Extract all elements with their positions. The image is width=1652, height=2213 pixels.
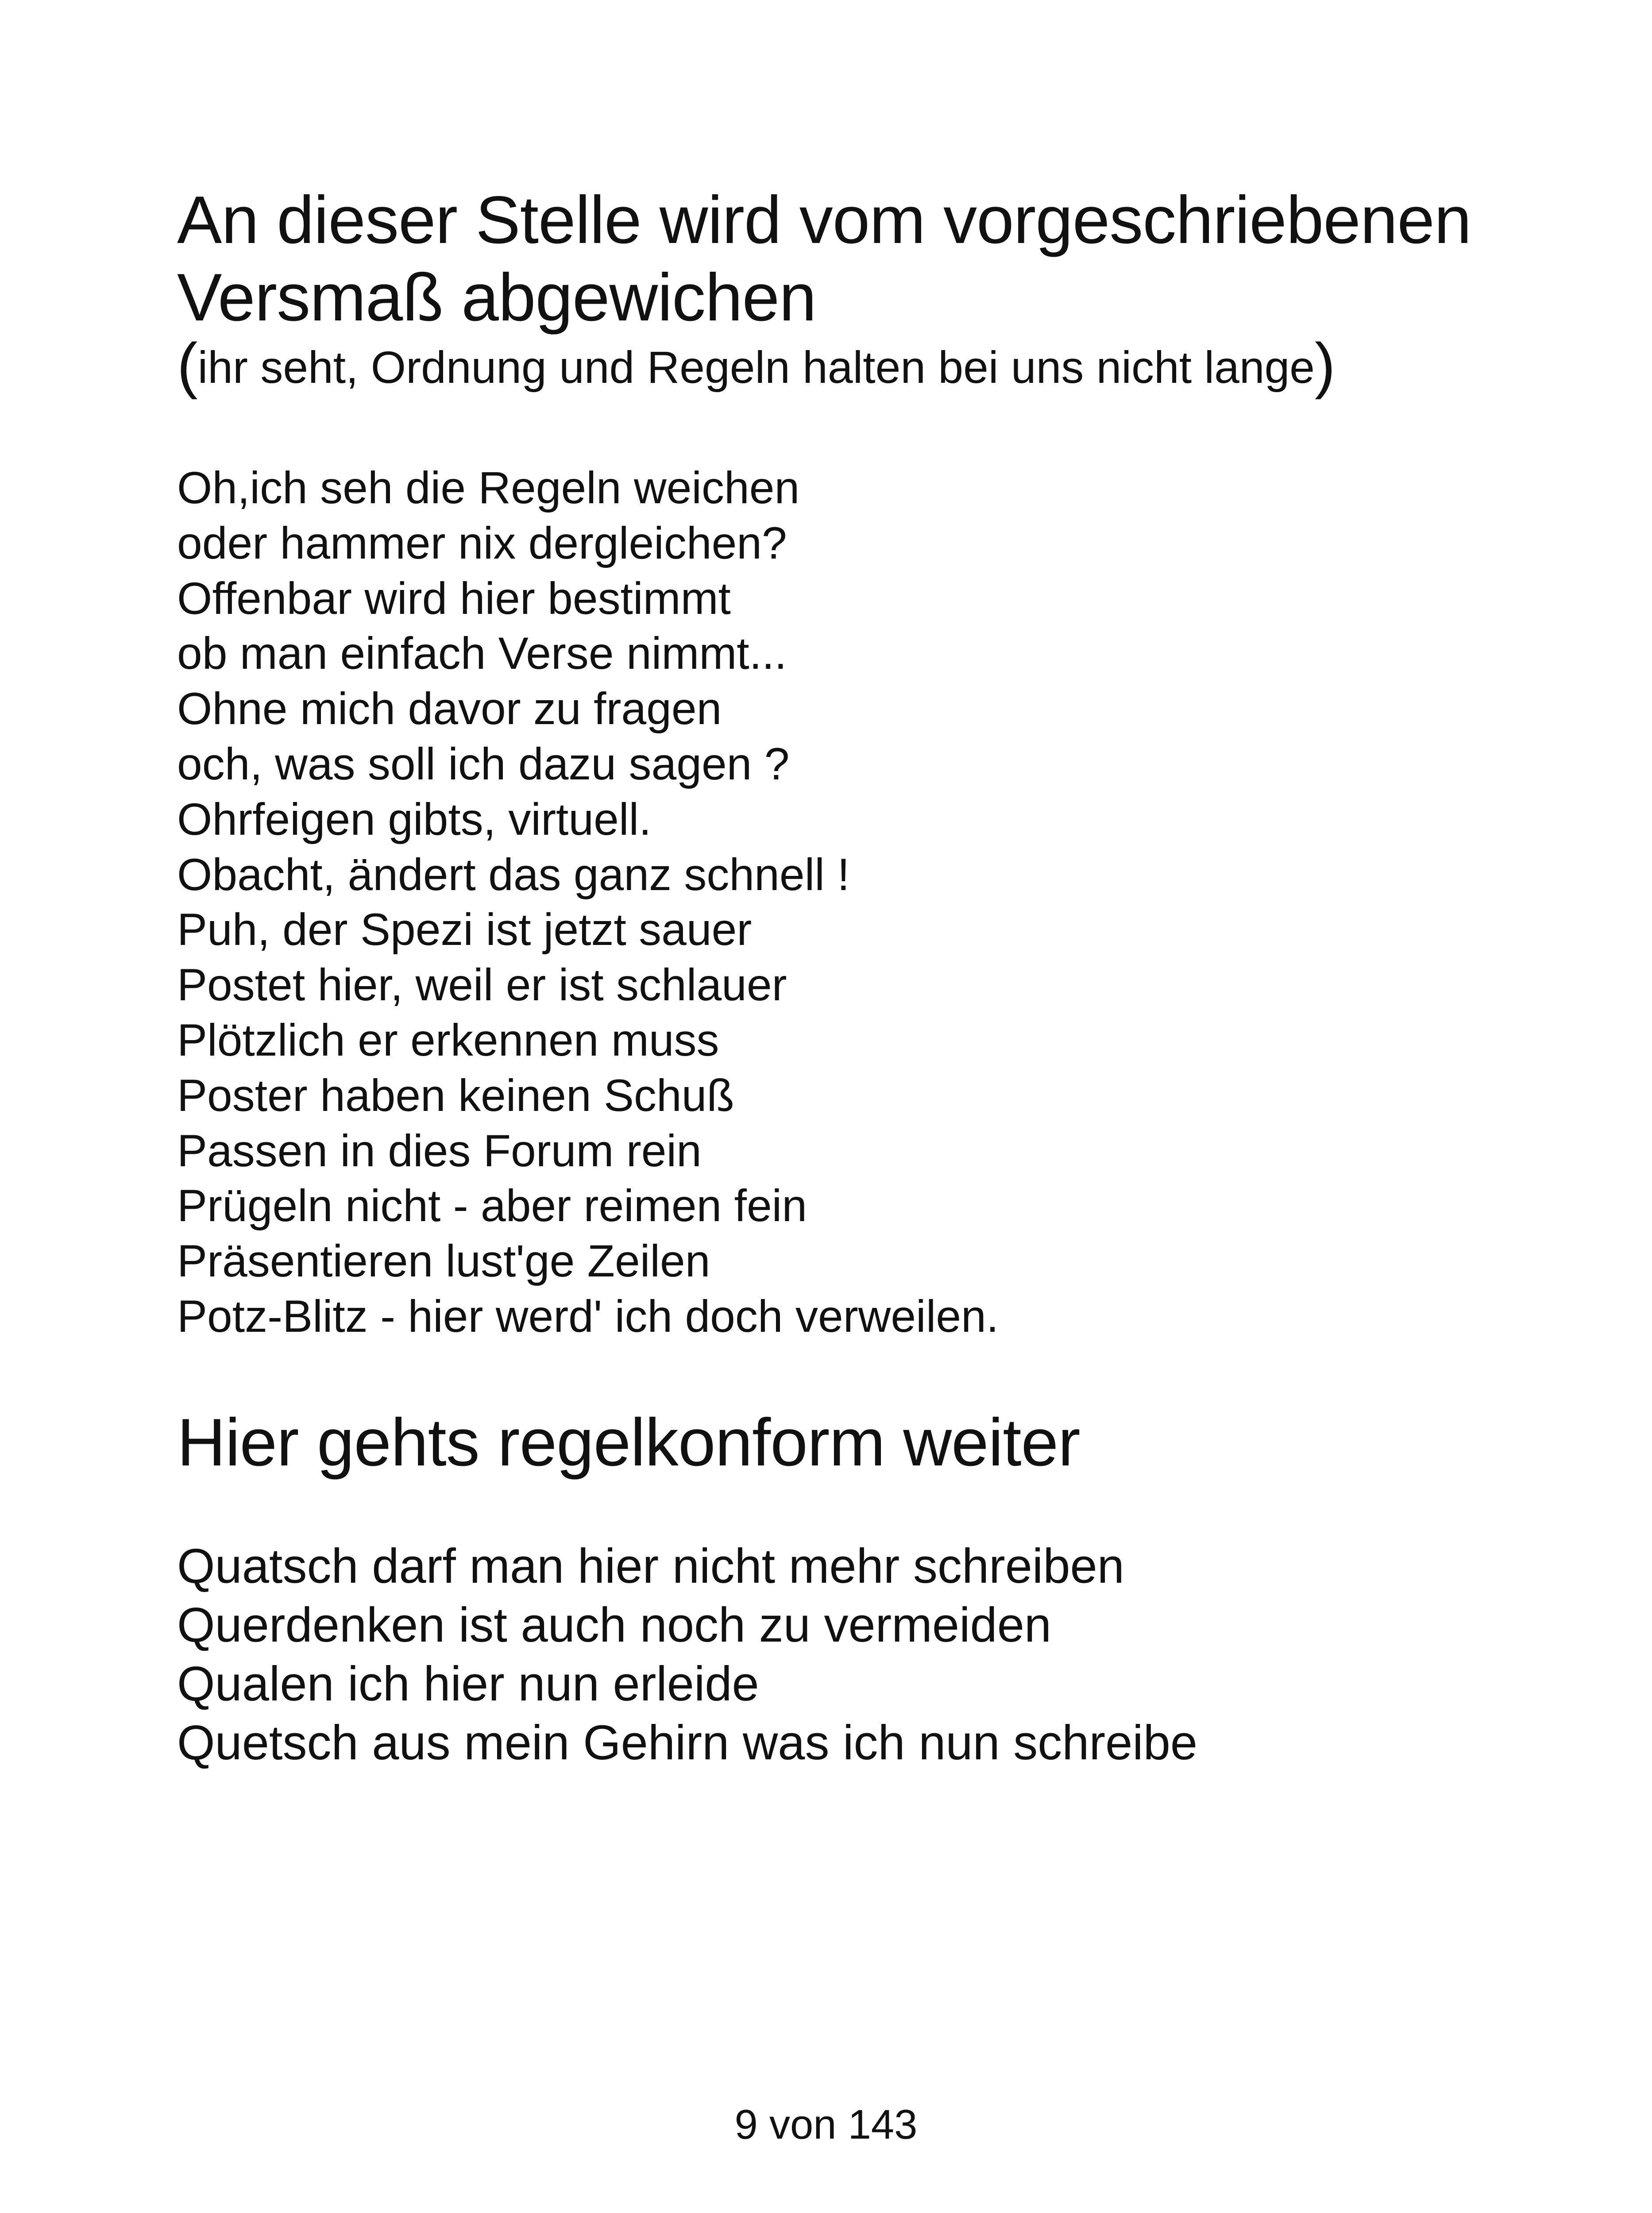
page-number: 9 von 143 [734,2101,918,2147]
poem-line: Postet hier, weil er ist schlauer [177,960,787,1010]
section-1-heading-line-1: An dieser Stelle wird vom vorgeschriebenen [177,182,1471,258]
poem-line: Querdenken ist auch noch zu vermeiden [177,1597,1052,1652]
poem-line: Qualen ich hier nun erleide [177,1656,759,1711]
poem-line: Präsentieren lust'ge Zeilen [177,1236,710,1287]
poem-line: Prügeln nicht - aber reimen fein [177,1180,807,1231]
poem-line: oder hammer nix dergleichen? [177,517,787,568]
poem-line: Quetsch aus mein Gehirn was ich nun schreibe [177,1715,1198,1770]
subtitle-open-paren: ( [177,330,198,400]
poem-line: Offenbar wird hier bestimmt [177,573,731,624]
poem-line: och, was soll ich dazu sagen ? [177,738,790,789]
poem-line: Plötzlich er erkennen muss [177,1014,719,1065]
poem-line: Passen in dies Forum rein [177,1125,702,1176]
poem-line: ob man einfach Verse nimmt... [177,628,787,679]
section-1-heading [177,181,1505,336]
poem-line: Ohrfeigen gibts, virtuell. [177,794,652,844]
subtitle-text: ihr seht, Ordnung und Regeln halten bei uns nicht lange [197,342,1315,393]
poem-line: Oh,ich seh die Regeln weichen [177,463,800,513]
section-1-subtitle [177,330,1505,400]
poem-line: Ohne mich davor zu fragen [177,683,722,734]
section-1-heading-line-2: Versmaß abgewichen [177,260,816,335]
poem-line: Puh, der Spezi ist jetzt sauer [177,904,752,955]
section-2-heading: Hier gehts regelkonform weiter [177,1404,1080,1480]
subtitle-close-paren: ) [1315,330,1335,400]
poem-line: Poster haben keinen Schuß [177,1070,734,1121]
document-page [177,181,1505,1772]
poem-stanza-2 [177,1537,1505,1772]
poem-line: Potz-Blitz - hier werd' ich doch verweilen. [177,1291,999,1342]
poem-stanza-1 [177,460,1505,1344]
poem-line: Obacht, ändert das ganz schnell ! [177,849,850,900]
poem-line: Quatsch darf man hier nicht mehr schreiben [177,1538,1124,1593]
